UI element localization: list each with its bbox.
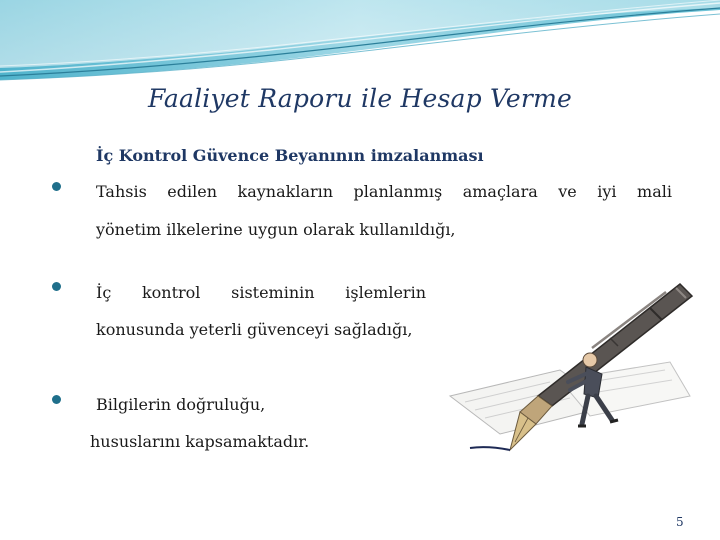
bullet-1-line-1: Tahsis edilen kaynakların planlanmış amaçlara ve iyi mali xyxy=(96,182,672,201)
slide-subheading: İç Kontrol Güvence Beyanının imzalanması xyxy=(96,146,484,165)
bullet-marker xyxy=(52,395,61,404)
bullet-2-line-1: İç kontrol sisteminin işlemlerin xyxy=(96,283,426,302)
slide-title: Faaliyet Raporu ile Hesap Verme xyxy=(148,84,572,113)
bullet-marker xyxy=(52,182,61,191)
bullet-marker xyxy=(52,282,61,291)
bullet-1-line-2: yönetim ilkelerine uygun olarak kullanıldığı, xyxy=(96,220,456,239)
bullet-2-line-2: konusunda yeterli güvenceyi sağladığı, xyxy=(96,320,413,339)
header-wave-graphic xyxy=(0,0,720,85)
bullet-3-line-1: Bilgilerin doğruluğu, xyxy=(96,395,266,414)
closing-text: hususlarını kapsamaktadır. xyxy=(90,432,310,451)
page-number: 5 xyxy=(676,515,684,529)
pen-and-man-illustration xyxy=(440,278,695,470)
